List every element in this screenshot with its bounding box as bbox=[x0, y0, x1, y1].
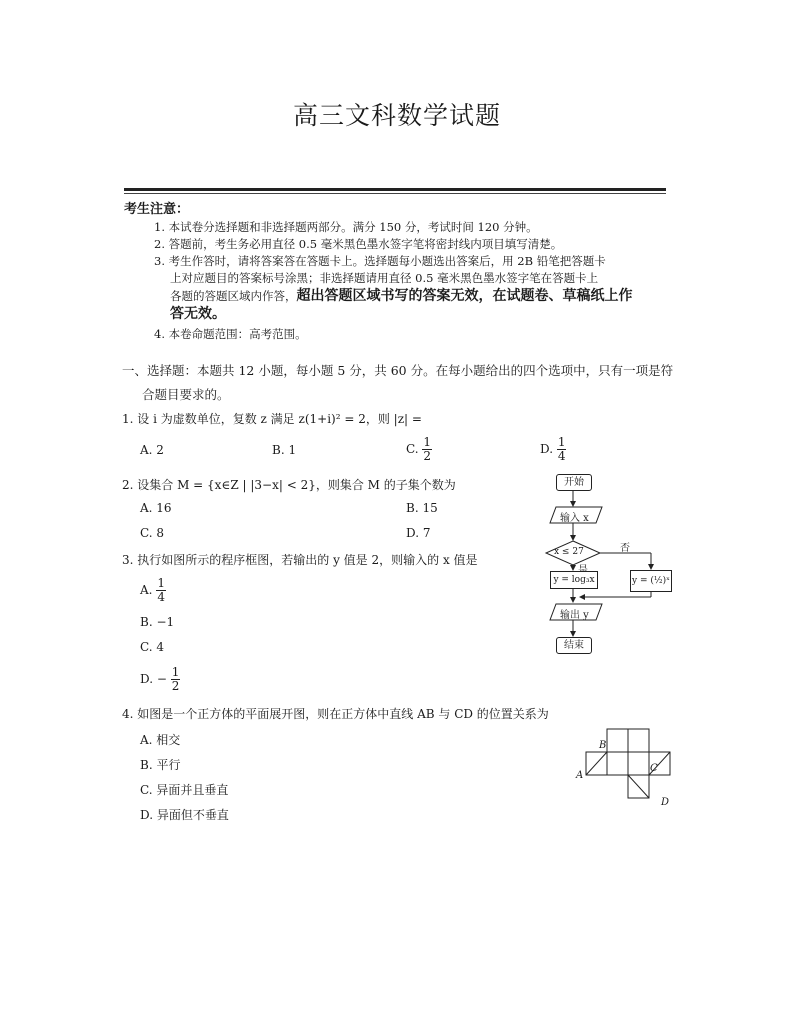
divider bbox=[124, 188, 666, 191]
fraction bbox=[171, 666, 181, 693]
option-prefix: C. bbox=[406, 442, 419, 456]
question-3-option-c: C. 4 bbox=[140, 640, 165, 654]
question-4-stem: 4. 如图是一个正方体的平面展开图，则在正方体中直线 AB 与 CD 的位置关系为 bbox=[122, 707, 549, 721]
divider bbox=[124, 193, 666, 194]
flowchart-condition: x ≤ 27 bbox=[554, 547, 584, 557]
notice-item-4 bbox=[154, 326, 307, 342]
notice-item-1: 1. 本试卷分选择题和非选择题两部分。满分 150 分，考试时间 120 分钟。 bbox=[154, 220, 538, 234]
option-prefix: D. − bbox=[140, 672, 167, 686]
numerator: 1 bbox=[157, 576, 165, 590]
numerator: 1 bbox=[171, 665, 180, 679]
question-3-option-b: B. −1 bbox=[140, 615, 175, 629]
flowchart-left-box: y = log₃x bbox=[550, 571, 598, 589]
section-heading-line1: 一、选择题：本题共 12 小题，每小题 5 分，共 60 分。在每小题给出的四个选项中，只有一项是符 bbox=[122, 363, 674, 378]
page-title: 高三文科数学试题 bbox=[292, 101, 501, 130]
cube-net-figure bbox=[575, 722, 675, 812]
question-3-option-d bbox=[140, 666, 180, 693]
question-1-option-c bbox=[406, 436, 432, 463]
flowchart-end: 结束 bbox=[556, 637, 592, 654]
cube-net-lines bbox=[575, 722, 675, 812]
notice-item-4-suffix: 题范围：高考范围。 bbox=[203, 327, 307, 341]
option-prefix: D. bbox=[540, 442, 554, 456]
question-1-stem: 1. 设 i 为虚数单位，复数 z 满足 z(1+i)² = 2，则 |z| = bbox=[122, 412, 422, 426]
notice-item-3-emphasis: 超出答题区域书写的答案无效，在试题卷、草稿纸上作 bbox=[296, 288, 633, 304]
label-c: C bbox=[650, 763, 658, 774]
question-3-option-a bbox=[140, 577, 166, 604]
notice-item-3-text: 各题的答题区域内作答， bbox=[170, 289, 297, 303]
notice-heading: 考生注意： bbox=[124, 202, 190, 217]
flowchart-input: 输入 x bbox=[560, 513, 589, 524]
flowchart-right-box: y = (½)ˣ bbox=[630, 570, 672, 592]
fraction bbox=[156, 577, 166, 604]
label-d: D bbox=[661, 797, 670, 808]
question-4-option-d: D. 异面但不垂直 bbox=[140, 808, 229, 822]
notice-item-3-line4: 答无效。 bbox=[170, 306, 226, 322]
numerator: 1 bbox=[423, 435, 432, 449]
notice-item-3-line3 bbox=[170, 285, 633, 305]
flowchart-output: 输出 y bbox=[560, 610, 589, 621]
notice-item-3-line1: 3. 考生作答时，请将答案答在答题卡上。选择题每小题选出答案后，用 2B 铅笔把答题卡 bbox=[154, 254, 606, 268]
flowchart-lines bbox=[540, 470, 670, 660]
question-2-stem: 2. 设集合 M = {x∈Z | |3−x| < 2}，则集合 M 的子集个数为 bbox=[122, 478, 456, 492]
numerator: 1 bbox=[557, 435, 566, 449]
question-4-option-c: C. 异面并且垂直 bbox=[140, 783, 229, 797]
flowchart bbox=[540, 470, 670, 660]
question-2-option-d: D. 7 bbox=[406, 526, 431, 540]
question-1-option-d bbox=[540, 436, 566, 463]
notice-item-2: 2. 答题前，考生务必用直径 0.5 毫米黑色墨水签字笔将密封线内项目填写清楚。 bbox=[154, 237, 563, 251]
question-4-option-a: A. 相交 bbox=[140, 733, 181, 747]
fraction bbox=[557, 436, 567, 463]
denominator: 4 bbox=[557, 449, 566, 463]
fraction bbox=[422, 436, 432, 463]
flowchart-start: 开始 bbox=[556, 474, 592, 491]
option-prefix: A. bbox=[140, 583, 153, 597]
denominator: 2 bbox=[171, 679, 180, 693]
denominator: 4 bbox=[157, 590, 165, 604]
question-4-option-b: B. 平行 bbox=[140, 758, 181, 772]
label-a: A bbox=[576, 770, 584, 781]
question-2-option-a: A. 16 bbox=[140, 501, 172, 515]
flowchart-no: 否 bbox=[620, 543, 630, 554]
section-heading-line2: 合题目要求的。 bbox=[142, 387, 230, 402]
notice-item-3-line2: 上对应题目的答案标号涂黑；非选择题请用直径 0.5 毫米黑色墨水签字笔在答题卡上 bbox=[170, 271, 599, 285]
denominator: 2 bbox=[423, 449, 432, 463]
label-b: B bbox=[599, 740, 607, 751]
question-1-option-b: B. 1 bbox=[272, 443, 297, 457]
question-2-option-b: B. 15 bbox=[406, 501, 438, 515]
question-3-stem: 3. 执行如图所示的程序框图，若输出的 y 值是 2，则输入的 x 值是 bbox=[122, 553, 478, 567]
question-1-option-a: A. 2 bbox=[140, 443, 164, 457]
question-2-option-c: C. 8 bbox=[140, 526, 165, 540]
notice-item-4-prefix: 4. 本卷命 bbox=[154, 327, 204, 341]
